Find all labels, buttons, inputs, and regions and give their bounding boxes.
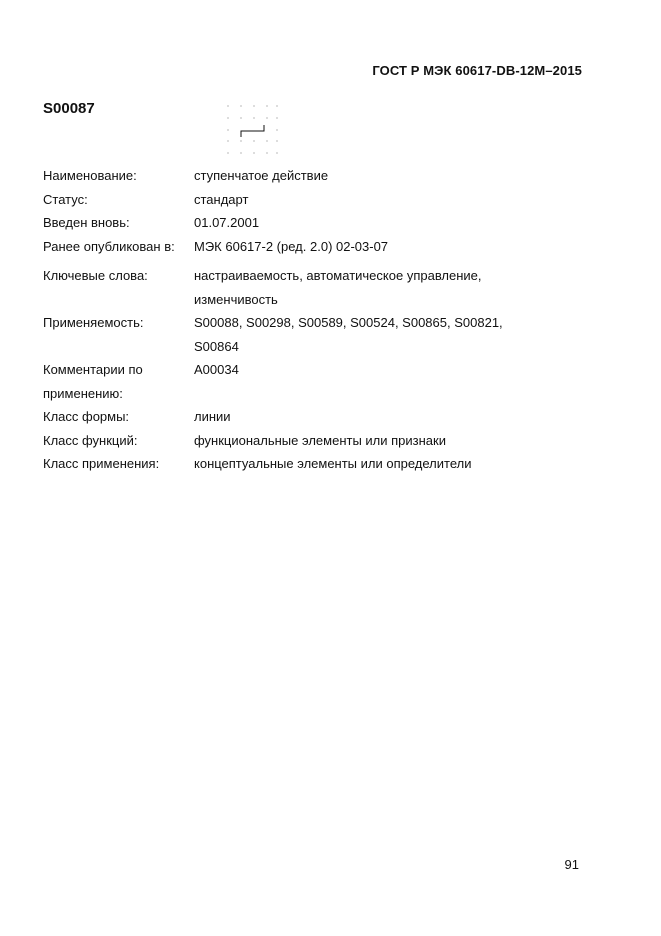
field-value: линии (194, 409, 231, 424)
field-shape-class (43, 405, 563, 429)
field-label: Класс применения: (43, 456, 160, 471)
symbol-code: S00087 (43, 100, 95, 117)
field-label: Введен вновь: (43, 215, 130, 230)
field-label: Ключевые слова: (43, 268, 148, 283)
field-label: Статус: (43, 191, 88, 207)
field-value: ступенчатое действие (194, 168, 329, 183)
field-status (43, 188, 563, 212)
field-label: Наименование: (43, 168, 137, 183)
field-label: Применяемость: (43, 315, 144, 330)
stepped-action-symbol-icon (226, 104, 280, 156)
field-value: 01.07.2001 (194, 215, 260, 230)
field-value-line: S00864 (194, 338, 239, 354)
field-previously-published (43, 235, 563, 259)
field-keywords (43, 264, 563, 311)
field-value-line: S00088, S00298, S00589, S00524, S00865, S00821, (194, 315, 503, 330)
field-value-line: настраиваемость, автоматическое управление, (194, 268, 482, 283)
field-application-class (43, 452, 563, 476)
field-application-notes (43, 358, 563, 405)
field-value: A00034 (194, 362, 239, 377)
field-value-line: изменчивость (194, 291, 278, 307)
field-introduced (43, 211, 563, 235)
field-value (194, 311, 563, 358)
field-applicability (43, 311, 563, 358)
field-label (43, 358, 194, 405)
symbol-attributes (43, 164, 563, 476)
field-label-line: Комментарии по (43, 362, 143, 377)
field-value (194, 264, 563, 311)
field-name (43, 164, 563, 188)
field-label-line: применению: (43, 385, 123, 401)
field-value: концептуальные элементы или определители (194, 456, 472, 471)
field-function-class (43, 429, 563, 453)
page-number: 91 (564, 857, 579, 872)
document-header: ГОСТ Р МЭК 60617-DB-12M–2015 (372, 63, 582, 78)
field-value: функциональные элементы или признаки (194, 432, 446, 448)
field-label: Класс формы: (43, 409, 130, 424)
field-value: МЭК 60617-2 (ред. 2.0) 02-03-07 (194, 238, 389, 254)
field-value: стандарт (194, 191, 249, 207)
field-label: Класс функций: (43, 432, 138, 448)
field-label: Ранее опубликован в: (43, 238, 175, 254)
